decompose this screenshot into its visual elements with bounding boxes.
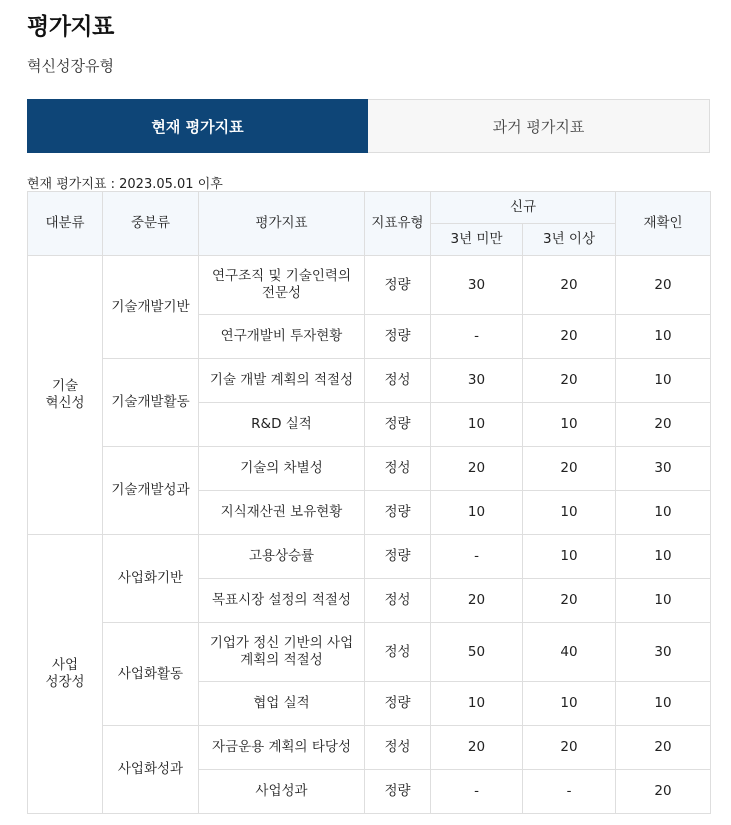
score-reconfirm-cell: 10 xyxy=(616,491,711,535)
tab-past-indicators[interactable]: 과거 평가지표 xyxy=(368,99,710,153)
score-under-3-years-cell: 30 xyxy=(431,256,523,315)
indicator-type-cell: 정량 xyxy=(365,682,431,726)
middle-category-cell: 기술개발활동 xyxy=(103,359,199,447)
score-over-3-years-cell: 10 xyxy=(523,535,616,579)
score-over-3-years-cell: 10 xyxy=(523,403,616,447)
score-under-3-years-cell: 30 xyxy=(431,359,523,403)
indicator-cell: 연구조직 및 기술인력의 전문성 xyxy=(199,256,365,315)
table-row xyxy=(28,726,711,770)
header-major: 대분류 xyxy=(28,192,103,256)
indicator-cell: 협업 실적 xyxy=(199,682,365,726)
score-under-3-years-cell: 50 xyxy=(431,623,523,682)
indicator-cell: 사업성과 xyxy=(199,770,365,814)
score-reconfirm-cell: 20 xyxy=(616,726,711,770)
score-under-3-years-cell: 20 xyxy=(431,579,523,623)
major-category-cell: 사업 성장성 xyxy=(28,535,103,814)
indicator-cell: 자금운용 계획의 타당성 xyxy=(199,726,365,770)
score-reconfirm-cell: 20 xyxy=(616,256,711,315)
table-header xyxy=(28,192,711,256)
table-row xyxy=(28,447,711,491)
middle-category-cell: 사업화성과 xyxy=(103,726,199,814)
middle-category-cell: 사업화기반 xyxy=(103,535,199,623)
indicator-cell: 고용상승률 xyxy=(199,535,365,579)
score-under-3-years-cell: 10 xyxy=(431,491,523,535)
score-under-3-years-cell: - xyxy=(431,315,523,359)
header-under-3-years: 3년 미만 xyxy=(431,224,523,256)
score-reconfirm-cell: 20 xyxy=(616,770,711,814)
indicator-type-cell: 정량 xyxy=(365,315,431,359)
score-over-3-years-cell: 20 xyxy=(523,256,616,315)
score-under-3-years-cell: - xyxy=(431,770,523,814)
score-over-3-years-cell: 10 xyxy=(523,682,616,726)
score-over-3-years-cell: 20 xyxy=(523,726,616,770)
header-indicator: 평가지표 xyxy=(199,192,365,256)
score-under-3-years-cell: 20 xyxy=(431,447,523,491)
header-middle: 중분류 xyxy=(103,192,199,256)
score-under-3-years-cell: - xyxy=(431,535,523,579)
indicator-type-cell: 정량 xyxy=(365,403,431,447)
indicator-cell: 목표시장 설정의 적절성 xyxy=(199,579,365,623)
indicator-cell: R&D 실적 xyxy=(199,403,365,447)
score-over-3-years-cell: 40 xyxy=(523,623,616,682)
score-reconfirm-cell: 10 xyxy=(616,579,711,623)
score-under-3-years-cell: 10 xyxy=(431,682,523,726)
indicator-type-cell: 정성 xyxy=(365,447,431,491)
score-over-3-years-cell: - xyxy=(523,770,616,814)
score-reconfirm-cell: 20 xyxy=(616,403,711,447)
indicator-cell: 기술의 차별성 xyxy=(199,447,365,491)
header-type: 지표유형 xyxy=(365,192,431,256)
score-over-3-years-cell: 20 xyxy=(523,579,616,623)
score-over-3-years-cell: 20 xyxy=(523,359,616,403)
indicator-type-cell: 정성 xyxy=(365,359,431,403)
indicator-cell: 연구개발비 투자현황 xyxy=(199,315,365,359)
indicator-type-cell: 정성 xyxy=(365,726,431,770)
major-category-cell: 기술 혁신성 xyxy=(28,256,103,535)
score-reconfirm-cell: 30 xyxy=(616,623,711,682)
table-body xyxy=(28,256,711,814)
middle-category-cell: 사업화활동 xyxy=(103,623,199,726)
header-new: 신규 xyxy=(431,192,616,224)
score-reconfirm-cell: 10 xyxy=(616,682,711,726)
score-reconfirm-cell: 10 xyxy=(616,535,711,579)
page-subtitle: 혁신성장유형 xyxy=(27,57,114,75)
score-over-3-years-cell: 10 xyxy=(523,491,616,535)
indicator-table xyxy=(27,191,711,814)
score-over-3-years-cell: 20 xyxy=(523,315,616,359)
indicator-tabs xyxy=(27,99,710,153)
score-reconfirm-cell: 30 xyxy=(616,447,711,491)
table-caption: 현재 평가지표 : 2023.05.01 이후 xyxy=(27,177,223,192)
middle-category-cell: 기술개발기반 xyxy=(103,256,199,359)
table-row xyxy=(28,256,711,315)
indicator-type-cell: 정량 xyxy=(365,770,431,814)
indicator-type-cell: 정성 xyxy=(365,579,431,623)
score-under-3-years-cell: 10 xyxy=(431,403,523,447)
header-over-3-years: 3년 이상 xyxy=(523,224,616,256)
table-row xyxy=(28,359,711,403)
indicator-cell: 기술 개발 계획의 적절성 xyxy=(199,359,365,403)
middle-category-cell: 기술개발성과 xyxy=(103,447,199,535)
indicator-type-cell: 정량 xyxy=(365,256,431,315)
indicator-type-cell: 정량 xyxy=(365,491,431,535)
indicator-type-cell: 정량 xyxy=(365,535,431,579)
indicator-type-cell: 정성 xyxy=(365,623,431,682)
score-reconfirm-cell: 10 xyxy=(616,315,711,359)
table-row xyxy=(28,623,711,682)
indicator-cell: 기업가 정신 기반의 사업 계획의 적절성 xyxy=(199,623,365,682)
indicator-cell: 지식재산권 보유현황 xyxy=(199,491,365,535)
tab-current-indicators[interactable]: 현재 평가지표 xyxy=(27,99,368,153)
score-over-3-years-cell: 20 xyxy=(523,447,616,491)
score-reconfirm-cell: 10 xyxy=(616,359,711,403)
page-title: 평가지표 xyxy=(27,14,114,40)
table-row xyxy=(28,535,711,579)
header-reconfirm: 재확인 xyxy=(616,192,711,256)
score-under-3-years-cell: 20 xyxy=(431,726,523,770)
